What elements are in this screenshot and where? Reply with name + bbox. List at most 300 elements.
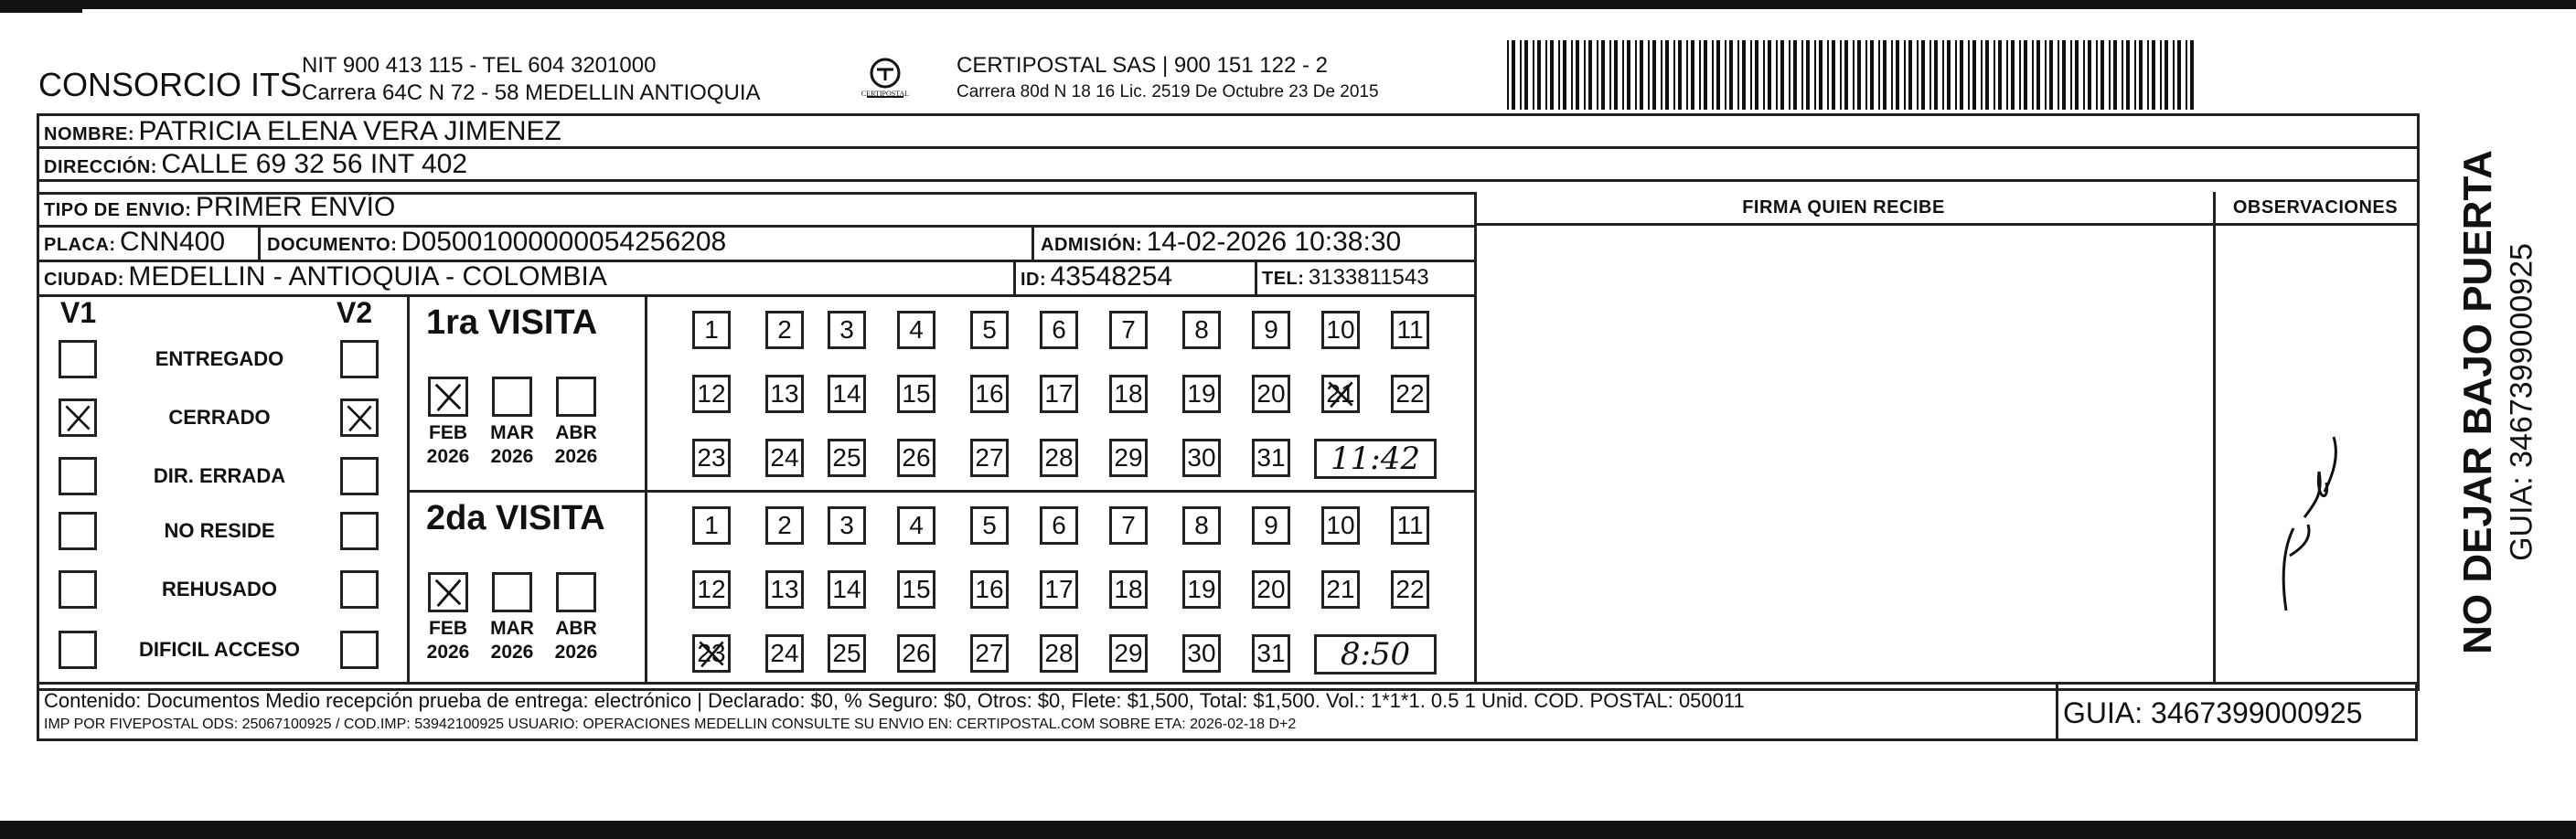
signature-area[interactable] [1478, 227, 2211, 680]
barcode-bar [1588, 40, 1592, 110]
side-warning [2414, 137, 2576, 667]
day-number: 7 [1121, 511, 1136, 539]
barcode-bar [2177, 40, 2181, 110]
status-checkbox-v2[interactable] [340, 398, 379, 437]
barcode-bar [1635, 40, 1637, 110]
barcode-bar [1814, 40, 1816, 110]
placa-label: PLACA: [44, 235, 116, 255]
status-checkbox-v2[interactable] [340, 570, 379, 609]
nombre-value: PATRICIA ELENA VERA JIMENEZ [138, 116, 561, 146]
barcode-bar [1955, 40, 1957, 110]
barcode-bar [1691, 40, 1694, 110]
day-number: 5 [982, 315, 997, 344]
barcode-bar [1921, 40, 1925, 110]
barcode-bar [2113, 40, 2117, 110]
barcode-bar [1742, 40, 1746, 110]
day-box[interactable] [828, 506, 866, 545]
day-number: 4 [909, 315, 924, 344]
barcode-bar [1853, 40, 1855, 110]
barcode-bar [1878, 40, 1880, 110]
barcode-bar [1968, 40, 1970, 110]
observaciones-area[interactable] [2217, 227, 2414, 680]
barcode-bar [1622, 40, 1624, 110]
v1-header: V1 [60, 296, 97, 329]
barcode-bar [1678, 40, 1682, 110]
barcode-bar [2109, 40, 2111, 110]
barcode-bar [1627, 40, 1630, 110]
day-box[interactable] [692, 375, 731, 413]
barcode-bar [1665, 40, 1669, 110]
day-number: 2 [777, 315, 792, 344]
day-box[interactable] [1182, 634, 1221, 673]
barcode-bar [1819, 40, 1822, 110]
barcode-bar [1929, 40, 1931, 110]
company-address: Carrera 64C N 72 - 58 MEDELLIN ANTIOQUIA [302, 80, 761, 105]
day-box[interactable] [1109, 634, 1148, 673]
barcode-bar [2049, 40, 2053, 110]
barcode-bar [1998, 40, 2002, 110]
visit-time-box[interactable] [1314, 634, 1437, 674]
barcode-bar [1563, 40, 1566, 110]
month-checkbox[interactable] [492, 377, 532, 417]
barcode-bar [1609, 40, 1611, 110]
day-number: 3 [839, 511, 854, 539]
barcode-bar [2024, 40, 2027, 110]
barcode-bar [1806, 40, 1810, 110]
barcode-bar [1545, 40, 1547, 110]
day-box[interactable] [1109, 439, 1148, 477]
month-label: ABR [555, 422, 597, 443]
day-number: 18 [1114, 379, 1143, 408]
status-label: NO RESIDE [164, 519, 275, 542]
status-label: ENTREGADO [155, 347, 284, 370]
barcode-bar [1776, 40, 1778, 110]
barcode-bar [1972, 40, 1976, 110]
status-checkbox-v1[interactable] [59, 570, 97, 609]
day-number: 15 [902, 379, 931, 408]
placa-value: CNN400 [120, 227, 226, 257]
day-box[interactable] [765, 570, 804, 609]
id-field [1021, 261, 1172, 292]
day-box[interactable] [1182, 570, 1221, 609]
barcode-bar [2173, 40, 2175, 110]
barcode-bar [1801, 40, 1803, 110]
day-box[interactable] [828, 570, 866, 609]
day-number: 11 [1396, 511, 1424, 539]
status-checkbox-v2[interactable] [340, 512, 379, 550]
barcode-bar [2134, 40, 2136, 110]
day-box[interactable] [692, 506, 731, 545]
day-number: 29 [1114, 639, 1143, 667]
day-number: 8 [1194, 315, 1209, 344]
barcode-bar [1537, 40, 1541, 110]
day-number: 31 [1256, 443, 1286, 472]
admision-field [1041, 227, 1401, 258]
day-number: 21 [1326, 379, 1355, 408]
barcode-bar [2160, 40, 2162, 110]
day-box[interactable] [970, 506, 1009, 545]
barcode-bar [1780, 40, 1784, 110]
day-number: 26 [902, 639, 931, 667]
day-number: 16 [975, 575, 1004, 603]
day-number: 5 [982, 511, 997, 539]
direccion-row [44, 149, 467, 180]
day-box[interactable] [897, 439, 935, 477]
status-checkbox-v1[interactable] [59, 398, 97, 437]
day-number: 22 [1395, 379, 1425, 408]
day-number: 30 [1187, 443, 1216, 472]
day-number: 23 [697, 443, 726, 472]
barcode-bar [1597, 40, 1598, 110]
ciudad-field [44, 261, 607, 292]
barcode-bar [1729, 40, 1733, 110]
barcode-bar [1981, 40, 1983, 110]
tipo-envio-label: TIPO DE ENVIO: [44, 200, 192, 220]
barcode-bar [1550, 40, 1554, 110]
day-box[interactable] [765, 634, 804, 673]
day-box[interactable] [692, 634, 731, 673]
day-number: 1 [704, 315, 719, 344]
barcode-bar [2045, 40, 2047, 110]
month-checkbox[interactable] [428, 572, 468, 612]
id-label: ID: [1021, 270, 1047, 290]
day-number: 20 [1256, 379, 1286, 408]
admision-label: ADMISIÓN: [1041, 235, 1143, 255]
day-box[interactable] [970, 311, 1009, 349]
month-checkbox[interactable] [492, 572, 532, 612]
day-number: 17 [1044, 379, 1074, 408]
day-number: 10 [1326, 315, 1355, 344]
barcode-bar [2147, 40, 2149, 110]
visit-title: 1ra VISITA [426, 303, 598, 342]
certipostal-logo-icon [858, 51, 913, 106]
barcode-bar [2062, 40, 2066, 110]
barcode-bar [2058, 40, 2059, 110]
barcode-bar [1896, 40, 1899, 110]
barcode-bar [1840, 40, 1842, 110]
day-box[interactable] [1252, 311, 1290, 349]
day-number: 12 [697, 379, 726, 408]
month-checkbox[interactable] [556, 377, 596, 417]
barcode-bar [2036, 40, 2040, 110]
day-number: 18 [1114, 575, 1143, 603]
day-box[interactable] [1391, 506, 1429, 545]
status-checkbox-v2[interactable] [340, 631, 379, 669]
status-checkbox-v1[interactable] [59, 457, 97, 495]
day-box[interactable] [897, 506, 935, 545]
barcode-bar [1917, 40, 1919, 110]
barcode-bar [1947, 40, 1951, 110]
barcode-bar [1704, 40, 1707, 110]
barcode-bar [1793, 40, 1797, 110]
day-box[interactable] [970, 634, 1009, 673]
day-box[interactable] [1040, 375, 1078, 413]
day-box[interactable] [1040, 311, 1078, 349]
day-box[interactable] [1182, 375, 1221, 413]
day-number: 24 [770, 639, 799, 667]
barcode-bar [1750, 40, 1752, 110]
v2-header: V2 [337, 296, 373, 329]
barcode-bar [2100, 40, 2104, 110]
month-label: FEB [429, 422, 467, 443]
documento-label: DOCUMENTO: [267, 235, 398, 255]
day-box[interactable] [765, 311, 804, 349]
barcode-bar [2122, 40, 2123, 110]
top-edge-wedge [0, 9, 82, 13]
day-box[interactable] [1040, 506, 1078, 545]
day-box[interactable] [765, 439, 804, 477]
day-number: 29 [1114, 443, 1143, 472]
month-label: FEB [429, 618, 467, 639]
day-number: 16 [975, 379, 1004, 408]
day-box[interactable] [970, 570, 1009, 609]
documento-value: D05001000000054256208 [401, 227, 727, 257]
day-box[interactable] [828, 634, 866, 673]
day-box[interactable] [1321, 375, 1360, 413]
barcode-bar [1908, 40, 1912, 110]
day-box[interactable] [970, 375, 1009, 413]
day-box[interactable] [765, 506, 804, 545]
day-box[interactable] [1040, 634, 1078, 673]
year-label: 2026 [426, 642, 470, 663]
day-number: 19 [1187, 379, 1216, 408]
year-label: 2026 [554, 642, 598, 663]
day-box[interactable] [1182, 439, 1221, 477]
admision-value: 14-02-2026 10:38:30 [1146, 227, 1402, 257]
month-label: MAR [490, 618, 534, 639]
day-number: 9 [1264, 511, 1278, 539]
barcode-bar [2070, 40, 2072, 110]
documento-field [267, 227, 726, 258]
barcode-bar [2186, 40, 2187, 110]
id-value: 43548254 [1050, 261, 1173, 292]
barcode-bar [1870, 40, 1874, 110]
status-label: CERRADO [168, 406, 271, 429]
barcode-bar [1571, 40, 1573, 110]
nombre-row [44, 116, 561, 147]
day-number: 21 [1326, 575, 1355, 603]
direccion-label: DIRECCIÓN: [44, 157, 157, 177]
day-box[interactable] [1040, 570, 1078, 609]
day-number: 10 [1326, 511, 1355, 539]
month-label: MAR [490, 422, 534, 443]
ciudad-label: CIUDAD: [44, 270, 124, 290]
day-box[interactable] [1321, 570, 1360, 609]
status-checkbox-v1[interactable] [59, 340, 97, 378]
barcode-bar [1712, 40, 1714, 110]
status-checkbox-v2[interactable] [340, 340, 379, 378]
day-number: 14 [832, 575, 861, 603]
barcode-bar [2083, 40, 2085, 110]
day-box[interactable] [897, 375, 935, 413]
day-number: 27 [975, 443, 1004, 472]
ciudad-value: MEDELLIN - ANTIOQUIA - COLOMBIA [128, 261, 607, 292]
barcode-bar [1737, 40, 1739, 110]
barcode-bar [1985, 40, 1989, 110]
day-number: 8 [1194, 511, 1209, 539]
month-checkbox[interactable] [556, 572, 596, 612]
barcode-bar [2139, 40, 2143, 110]
day-box[interactable] [1252, 634, 1290, 673]
day-box[interactable] [692, 311, 731, 349]
day-box[interactable] [1182, 506, 1221, 545]
barcode-bar [2019, 40, 2021, 110]
year-label: 2026 [490, 642, 534, 663]
day-box[interactable] [828, 311, 866, 349]
day-number: 9 [1264, 315, 1278, 344]
firma-quien-recibe-label: FIRMA QUIEN RECIBE [1742, 197, 1945, 218]
day-box[interactable] [970, 439, 1009, 477]
day-box[interactable] [1109, 570, 1148, 609]
day-box[interactable] [1252, 570, 1290, 609]
day-number: 2 [777, 511, 792, 539]
barcode-bar [1725, 40, 1726, 110]
day-box[interactable] [828, 375, 866, 413]
day-box[interactable] [1109, 375, 1148, 413]
day-number: 31 [1256, 639, 1286, 667]
day-box[interactable] [897, 311, 935, 349]
day-box[interactable] [1109, 506, 1148, 545]
day-number: 4 [909, 511, 924, 539]
barcode-bar [1763, 40, 1765, 110]
barcode-bar [1883, 40, 1887, 110]
year-label: 2026 [426, 446, 470, 467]
day-box[interactable] [692, 570, 731, 609]
barcode-bar [1520, 40, 1522, 110]
day-number: 1 [704, 511, 719, 539]
barcode [1507, 40, 2202, 110]
no-dejar-bajo-puerta: NO DEJAR BAJO PUERTA [2455, 150, 2500, 654]
barcode-bar [1661, 40, 1662, 110]
day-box[interactable] [1182, 311, 1221, 349]
certipostal-info: CERTIPOSTAL SAS | 900 151 122 - 2 [957, 53, 1328, 78]
day-number: 25 [832, 639, 861, 667]
barcode-bar [1904, 40, 1906, 110]
tel-field [1262, 265, 1429, 291]
day-number: 15 [902, 575, 931, 603]
day-number: 13 [770, 379, 799, 408]
visit-title: 2da VISITA [426, 499, 605, 537]
barcode-bar [1865, 40, 1867, 110]
day-box[interactable] [1391, 311, 1429, 349]
tipo-envio-row [44, 192, 395, 223]
day-number: 7 [1121, 315, 1136, 344]
footer-impresion: IMP POR FIVEPOSTAL ODS: 25067100925 / COD.IMP: 53942100925 USUARIO: OPERACIONES MEDELLIN CONSULTE SU ENVIO EN: CERTIPOSTAL.COM SOBRE ETA: 2026-02-18 D+2 [44, 717, 1297, 732]
direccion-value: CALLE 69 32 56 INT 402 [161, 149, 468, 179]
status-label: DIR. ERRADA [153, 464, 286, 487]
certipostal-license: Carrera 80d N 18 16 Lic. 2519 De Octubre 23 De 2015 [957, 82, 1379, 101]
barcode-bar [1673, 40, 1675, 110]
status-checkbox-v1[interactable] [59, 512, 97, 550]
barcode-bar [1686, 40, 1688, 110]
visit-time: 8:50 [1340, 636, 1411, 673]
bottom-edge-bar [0, 821, 2576, 839]
day-number: 20 [1256, 575, 1286, 603]
day-box[interactable] [1252, 375, 1290, 413]
day-box[interactable] [692, 439, 731, 477]
barcode-bar [1652, 40, 1656, 110]
barcode-bar [1832, 40, 1835, 110]
day-box[interactable] [828, 439, 866, 477]
day-box[interactable] [897, 634, 935, 673]
barcode-bar [1844, 40, 1848, 110]
nombre-label: NOMBRE: [44, 124, 135, 144]
day-box[interactable] [897, 570, 935, 609]
barcode-bar [2032, 40, 2034, 110]
barcode-bar [1755, 40, 1758, 110]
barcode-bar [1934, 40, 1938, 110]
day-number: 13 [770, 575, 799, 603]
barcode-bar [1558, 40, 1560, 110]
visit-time: 11:42 [1331, 441, 1420, 477]
barcode-bar [2088, 40, 2091, 110]
day-box[interactable] [1391, 570, 1429, 609]
status-label: REHUSADO [162, 578, 277, 600]
day-box[interactable] [1252, 506, 1290, 545]
day-number: 27 [975, 639, 1004, 667]
day-box[interactable] [1391, 375, 1429, 413]
status-checkbox-v1[interactable] [59, 631, 97, 669]
barcode-bar [1891, 40, 1893, 110]
barcode-bar [1512, 40, 1515, 110]
day-box[interactable] [765, 375, 804, 413]
status-label: DIFICIL ACCESO [138, 638, 300, 661]
day-box[interactable] [1321, 506, 1360, 545]
barcode-bar [2006, 40, 2008, 110]
visit-time-box[interactable] [1314, 439, 1437, 479]
day-number: 11 [1396, 315, 1424, 344]
day-number: 6 [1052, 511, 1066, 539]
day-number: 3 [839, 315, 854, 344]
tel-label: TEL: [1262, 269, 1305, 289]
day-box[interactable] [1040, 439, 1078, 477]
placa-field [44, 227, 225, 258]
barcode-bar [2164, 40, 2168, 110]
day-number: 23 [697, 639, 726, 667]
barcode-bar [2096, 40, 2098, 110]
status-checkbox-v2[interactable] [340, 457, 379, 495]
day-number: 14 [832, 379, 861, 408]
day-box[interactable] [1252, 439, 1290, 477]
barcode-bar [1614, 40, 1618, 110]
year-label: 2026 [554, 446, 598, 467]
barcode-bar [2011, 40, 2015, 110]
day-number: 24 [770, 443, 799, 472]
day-number: 19 [1187, 575, 1216, 603]
day-number: 28 [1044, 639, 1074, 667]
day-number: 28 [1044, 443, 1074, 472]
top-edge-bar [0, 0, 2576, 9]
day-box[interactable] [1321, 311, 1360, 349]
barcode-bar [1584, 40, 1586, 110]
day-number: 26 [902, 443, 931, 472]
barcode-bar [1699, 40, 1701, 110]
barcode-bar [1648, 40, 1650, 110]
day-number: 6 [1052, 315, 1066, 344]
footer-contenido: Contenido: Documentos Medio recepción prueba de entrega: electrónico | Declarado: $0, % Seguro: $0, Otros: $0, Flete: $1,500, Total: $1,500. Vol.: 1*1*1. 0.5 1 Unid. COD. POSTAL: 050011 [44, 689, 1745, 712]
side-guia: GUIA: 3467399000925 [2504, 243, 2539, 561]
footer-guia: GUIA: 3467399000925 [2063, 696, 2363, 729]
handwritten-signature-icon [2217, 227, 2414, 680]
month-checkbox[interactable] [428, 377, 468, 417]
barcode-bar [2126, 40, 2130, 110]
barcode-bar [1827, 40, 1829, 110]
day-box[interactable] [1109, 311, 1148, 349]
day-number: 17 [1044, 575, 1074, 603]
barcode-bar [1768, 40, 1771, 110]
day-number: 25 [832, 443, 861, 472]
barcode-bar [1942, 40, 1944, 110]
